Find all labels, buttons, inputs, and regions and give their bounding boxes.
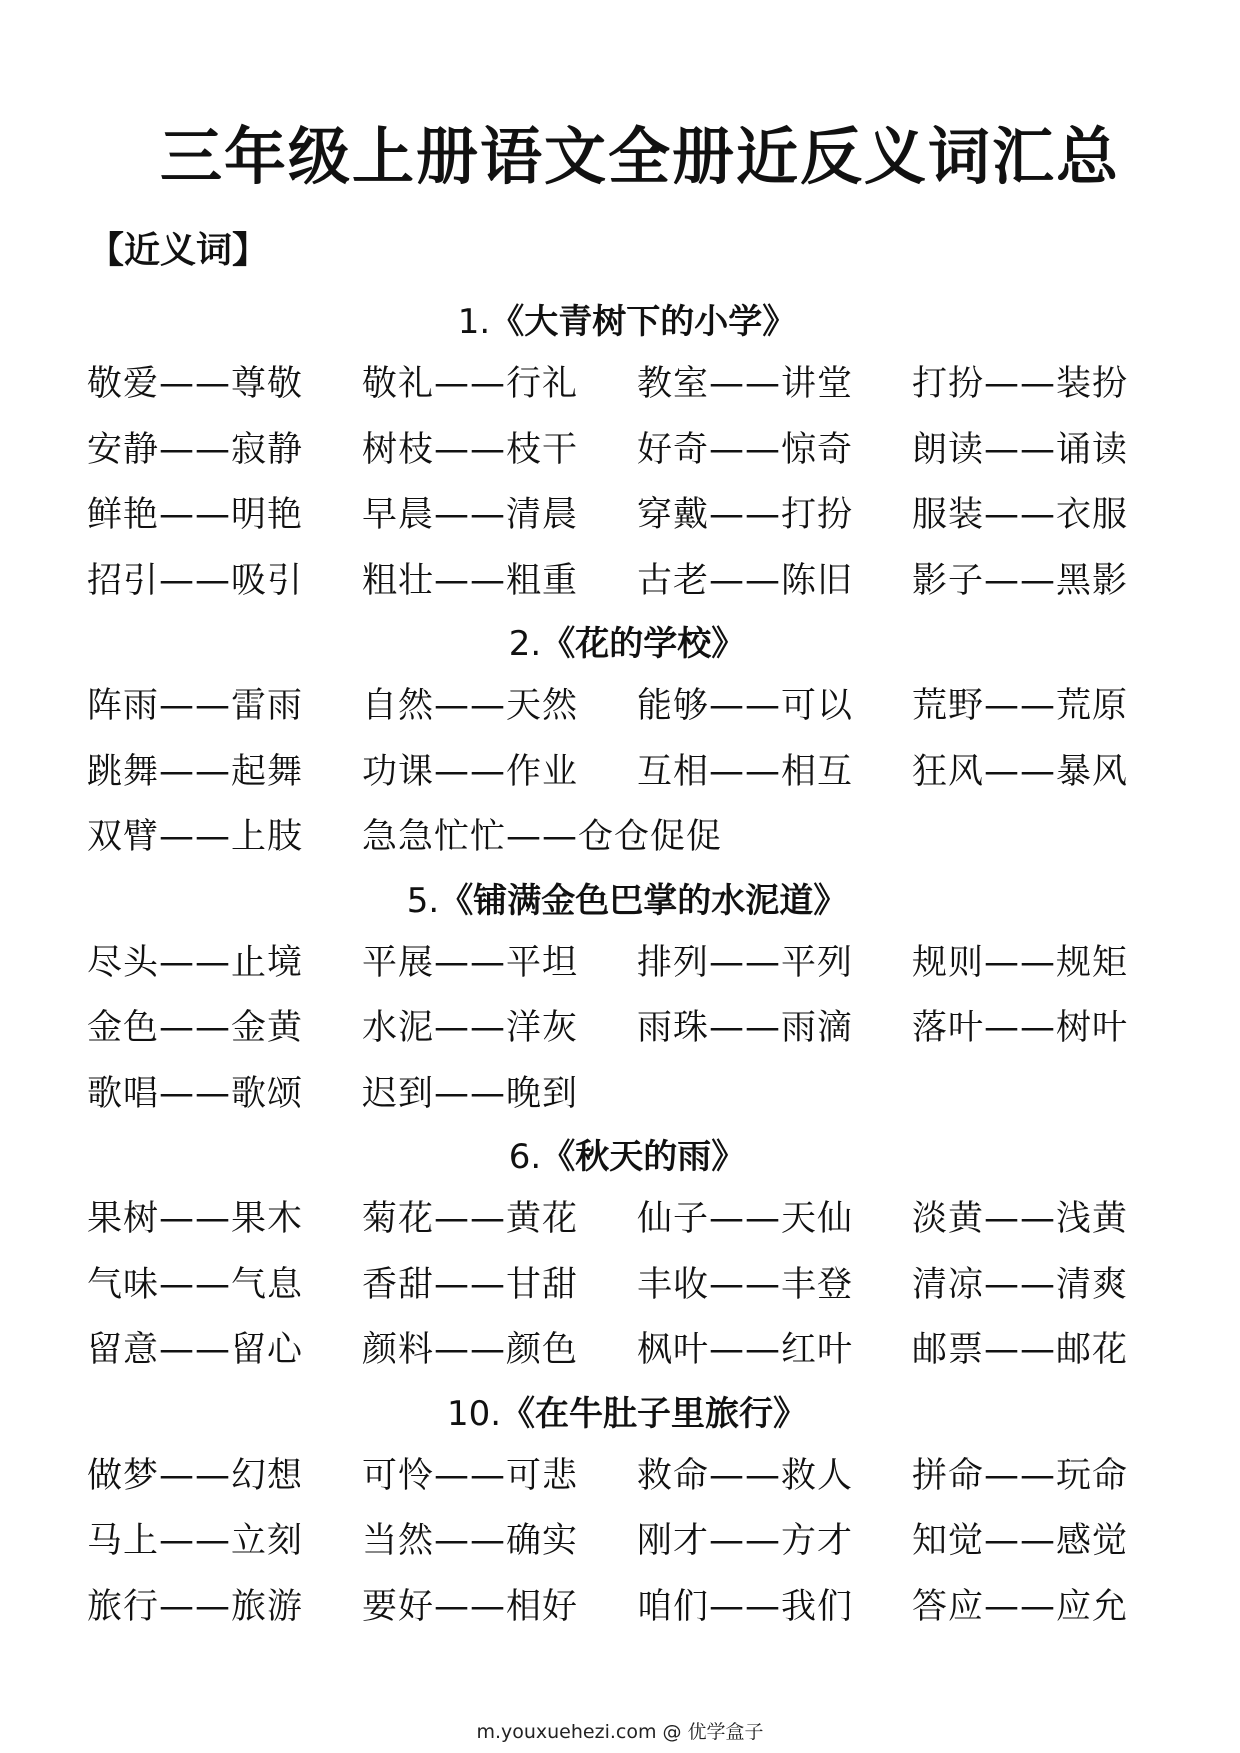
word-pair: 敬礼——行礼	[362, 364, 579, 405]
word-pair-row	[87, 352, 1167, 418]
word-pair: 水泥——洋灰	[362, 1008, 579, 1049]
lesson-name: 《在牛肚子里旅行》	[501, 1393, 808, 1434]
word-pair-row	[87, 1509, 1167, 1575]
word-pair: 平展——平坦	[362, 942, 579, 983]
word-pair: 果树——果木	[87, 1199, 304, 1240]
lesson-name: 《铺满金色巴掌的水泥道》	[439, 880, 848, 921]
word-pair: 教室——讲堂	[637, 364, 854, 405]
word-pair: 自然——天然	[362, 686, 579, 727]
word-pair-row	[87, 418, 1167, 484]
word-pair: 尽头——止境	[87, 942, 304, 983]
word-pair: 拼命——玩命	[912, 1455, 1129, 1496]
word-pair: 影子——黑影	[912, 560, 1129, 601]
word-pair: 颜料——颜色	[362, 1330, 579, 1371]
word-pair: 能够——可以	[637, 686, 854, 727]
lesson-name: 《秋天的雨》	[541, 1137, 746, 1177]
word-pair: 规则——规矩	[912, 942, 1129, 983]
word-pair: 好奇——惊奇	[637, 429, 854, 470]
word-pair-row	[87, 483, 1167, 549]
word-pair: 邮票——邮花	[912, 1330, 1129, 1371]
lesson-title	[87, 292, 1167, 352]
word-pair-row	[87, 549, 1167, 615]
word-pair-row	[87, 1253, 1167, 1319]
word-pair: 可怜——可悲	[362, 1455, 579, 1496]
word-pair: 仙子——天仙	[637, 1199, 854, 1240]
section-heading-synonyms: 【近义词】	[88, 230, 269, 271]
word-pair: 粗壮——粗重	[362, 560, 579, 601]
word-pair: 歌唱——歌颂	[87, 1073, 304, 1114]
lesson-title	[87, 1384, 1167, 1444]
lesson-title	[87, 871, 1167, 931]
word-pair-row	[87, 740, 1167, 806]
lesson-number: 1.	[457, 302, 491, 342]
word-pair: 香甜——甘甜	[362, 1264, 579, 1305]
word-pair: 救命——救人	[637, 1455, 854, 1496]
word-pair: 招引——吸引	[87, 560, 304, 601]
word-pair: 气味——气息	[87, 1264, 304, 1305]
word-pair: 咱们——我们	[637, 1586, 854, 1627]
word-pair: 雨珠——雨滴	[637, 1008, 854, 1049]
word-pair: 清凉——清爽	[912, 1264, 1129, 1305]
word-pair: 做梦——幻想	[87, 1455, 304, 1496]
lesson-title	[87, 1127, 1167, 1187]
word-pair: 刚才——方才	[637, 1521, 854, 1562]
word-pair: 跳舞——起舞	[87, 751, 304, 792]
lesson-name: 《花的学校》	[541, 624, 746, 664]
footer-watermark: m.youxuehezi.com @ 优学盒子	[476, 1721, 764, 1743]
word-pair-row	[87, 1318, 1167, 1384]
word-pair: 马上——立刻	[87, 1521, 304, 1562]
lesson-number: 10.	[446, 1393, 502, 1434]
word-pair-row	[87, 1187, 1167, 1253]
word-pair: 知觉——感觉	[912, 1521, 1129, 1562]
word-pair-list	[87, 292, 1167, 1640]
word-pair: 功课——作业	[362, 751, 579, 792]
lesson-title	[87, 614, 1167, 674]
lesson-number: 6.	[508, 1137, 542, 1177]
page-title: 三年级上册语文全册近反义词汇总	[159, 120, 1120, 193]
word-pair-row	[87, 1575, 1167, 1641]
word-pair: 互相——相互	[637, 751, 854, 792]
word-pair: 鲜艳——明艳	[87, 495, 304, 536]
word-pair: 打扮——装扮	[912, 364, 1129, 405]
word-pair: 朗读——诵读	[912, 429, 1129, 470]
word-pair: 穿戴——打扮	[637, 495, 854, 536]
word-pair: 旅行——旅游	[87, 1586, 304, 1627]
word-pair: 服装——衣服	[912, 495, 1129, 536]
word-pair: 枫叶——红叶	[637, 1330, 854, 1371]
word-pair: 古老——陈旧	[637, 560, 854, 601]
word-pair-row	[87, 931, 1167, 997]
word-pair: 菊花——黄花	[362, 1199, 579, 1240]
word-pair: 丰收——丰登	[637, 1264, 854, 1305]
word-pair: 留意——留心	[87, 1330, 304, 1371]
lesson-name: 《大青树下的小学》	[490, 302, 797, 342]
word-pair: 阵雨——雷雨	[87, 686, 304, 727]
word-pair: 早晨——清晨	[362, 495, 579, 536]
word-pair: 迟到——晚到	[362, 1073, 579, 1114]
word-pair: 狂风——暴风	[912, 751, 1129, 792]
word-pair: 双臂——上肢	[87, 817, 304, 858]
word-pair-row	[87, 674, 1167, 740]
word-pair-row	[87, 1444, 1167, 1510]
word-pair: 当然——确实	[362, 1521, 579, 1562]
word-pair: 淡黄——浅黄	[912, 1199, 1129, 1240]
word-pair-row	[87, 805, 1167, 871]
word-pair: 要好——相好	[362, 1586, 579, 1627]
word-pair: 答应——应允	[912, 1586, 1129, 1627]
word-pair: 急急忙忙——仓仓促促	[362, 817, 723, 858]
word-pair: 安静——寂静	[87, 429, 304, 470]
word-pair: 排列——平列	[637, 942, 854, 983]
word-pair: 荒野——荒原	[912, 686, 1129, 727]
lesson-number: 2.	[508, 624, 542, 664]
word-pair-row	[87, 1062, 1167, 1128]
word-pair: 落叶——树叶	[912, 1008, 1129, 1049]
word-pair: 敬爱——尊敬	[87, 364, 304, 405]
word-pair: 树枝——枝干	[362, 429, 579, 470]
word-pair: 金色——金黄	[87, 1008, 304, 1049]
word-pair-row	[87, 996, 1167, 1062]
lesson-number: 5.	[406, 880, 440, 921]
